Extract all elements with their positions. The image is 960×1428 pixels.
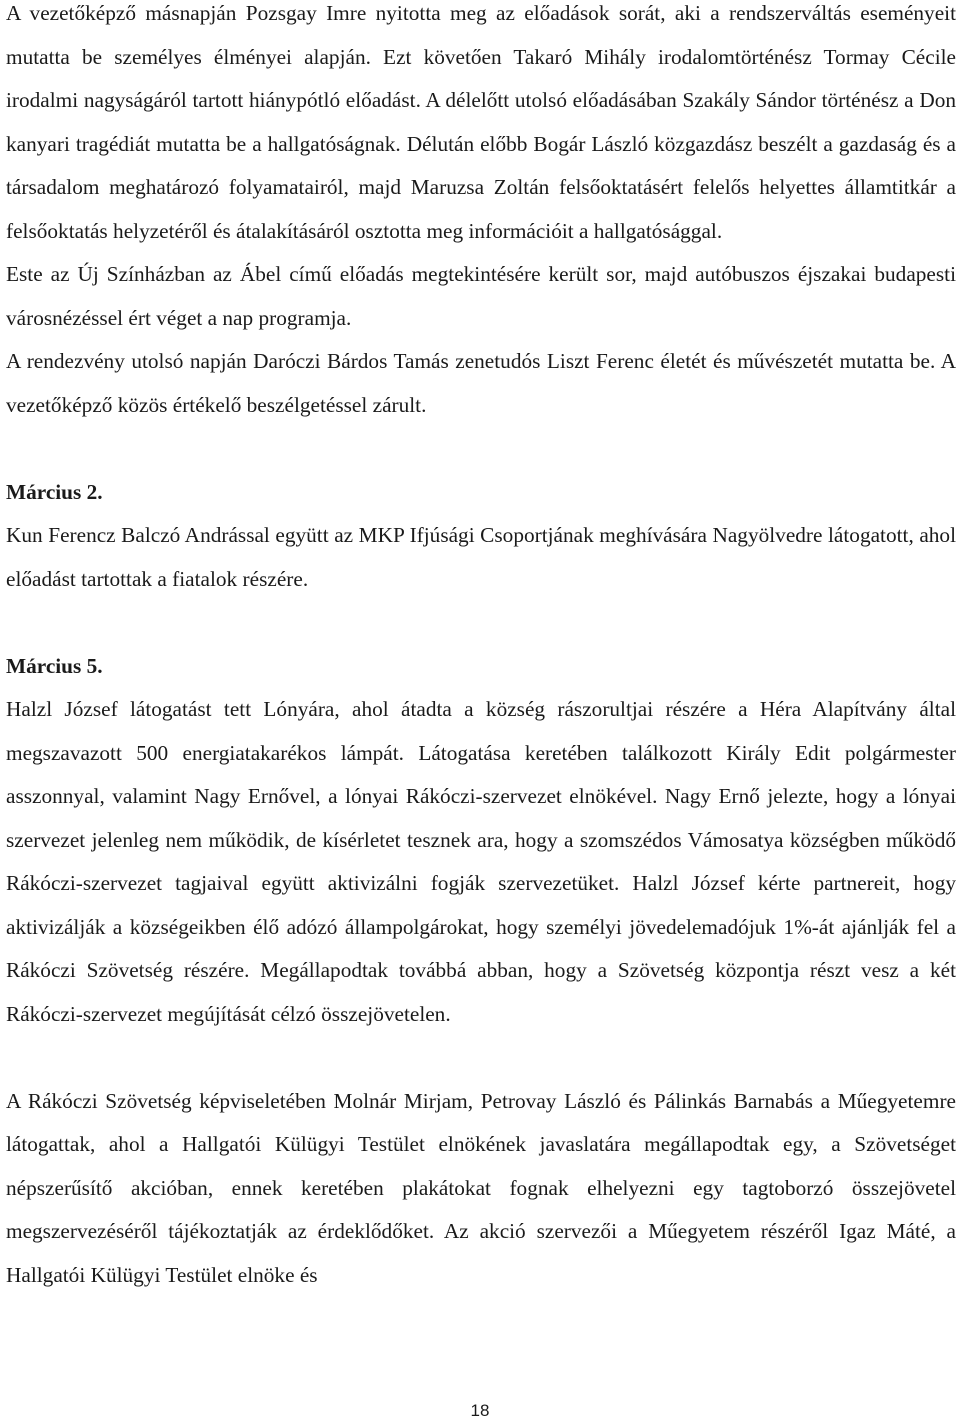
page-number: 18 <box>470 1401 490 1420</box>
date-heading-march-2: Március 2. <box>6 479 103 504</box>
paragraph-leadership-training-day2: A vezetőképző másnapján Pozsgay Imre nyitotta meg az előadások sorát, aki a rendszerváltás eseményeit mutatta be személyes élményei alapján. Ezt követően Takaró Mihály irodalomtörténész Tormay Cécile irodalmi nagyságáról tartott hiánypótló előadást. A délelőtt utolsó előadásában Szakály Sándor történész a Don kanyari tragédiát mutatta be a hallgatóságnak. Délután előbb Bogár László közgazdász beszélt a gazdaság és a társadalom meghatározó folyamatairól, majd Maruzsa Zoltán felsőoktatásért felelős helyettes államtitkár a felsőoktatás helyzetéről és átalakításáról osztotta meg információit a hallgatósággal. <box>6 1 956 243</box>
paragraph-muegyetem-visit: A Rákóczi Szövetség képviseletében Molnár Mirjam, Petrovay László és Pálinkás Barnabás a Műegyetemre látogattak, ahol a Hallgatói Külügyi Testület elnökének javaslatára megállapodtak egy, a Szövetséget népszerűsítő akcióban, ennek keretében plakátokat fognak elhelyezni egy tagtoborzó összejövetel megszervezéséről tájékoztatják az érdeklődőket. Az akció szervezői a Műegyetem részéről Igaz Máté, a Hallgatói Külügyi Testület elnöke és <box>6 1088 956 1287</box>
date-heading-march-5: Március 5. <box>6 653 103 678</box>
paragraph-march-5: Halzl József látogatást tett Lónyára, ahol átadta a község rászorultjai részére a Héra Alapítvány által megszavazott 500 energiatakarékos lámpát. Látogatása keretében találkozott Király Edit polgármester asszonnyal, valamint Nagy Ernővel, a lónyai Rákóczi-szervezet elnökével. Nagy Ernő jelezte, hogy a lónyai szervezet jelenleg nem működik, de kísérletet tesznek ara, hogy a szomszédos Vámosatya községben működő Rákóczi-szervezet tagjaival együtt aktivizálni fogják szervezetüket. Halzl József kérte partnereit, hogy aktivizálják a községeikben élő adózó állampolgárokat, hogy személyi jövedelemadójuk 1%-át ajánlják fel a Rákóczi Szövetség részére. Megállapodtak továbbá abban, hogy a Szövetség központja részt vesz a két Rákóczi-szervezet megújítását célzó összejövetelen. <box>6 697 956 1026</box>
paragraph-final-day: A rendezvény utolsó napján Daróczi Bárdos Tamás zenetudós Liszt Ferenc életét és művészetét mutatta be. A vezetőképző közös értékelő beszélgetéssel zárult. <box>6 349 956 417</box>
paragraph-march-2: Kun Ferencz Balczó Andrással együtt az MKP Ifjúsági Csoportjának meghívására Nagyölvedre látogatott, ahol előadást tartottak a fiatalok részére. <box>6 523 956 591</box>
document-page <box>6 0 956 1297</box>
paragraph-evening-program: Este az Új Színházban az Ábel című előadás megtekintésére került sor, majd autóbuszos éjszakai budapesti városnézéssel ért véget a nap programja. <box>6 262 956 330</box>
